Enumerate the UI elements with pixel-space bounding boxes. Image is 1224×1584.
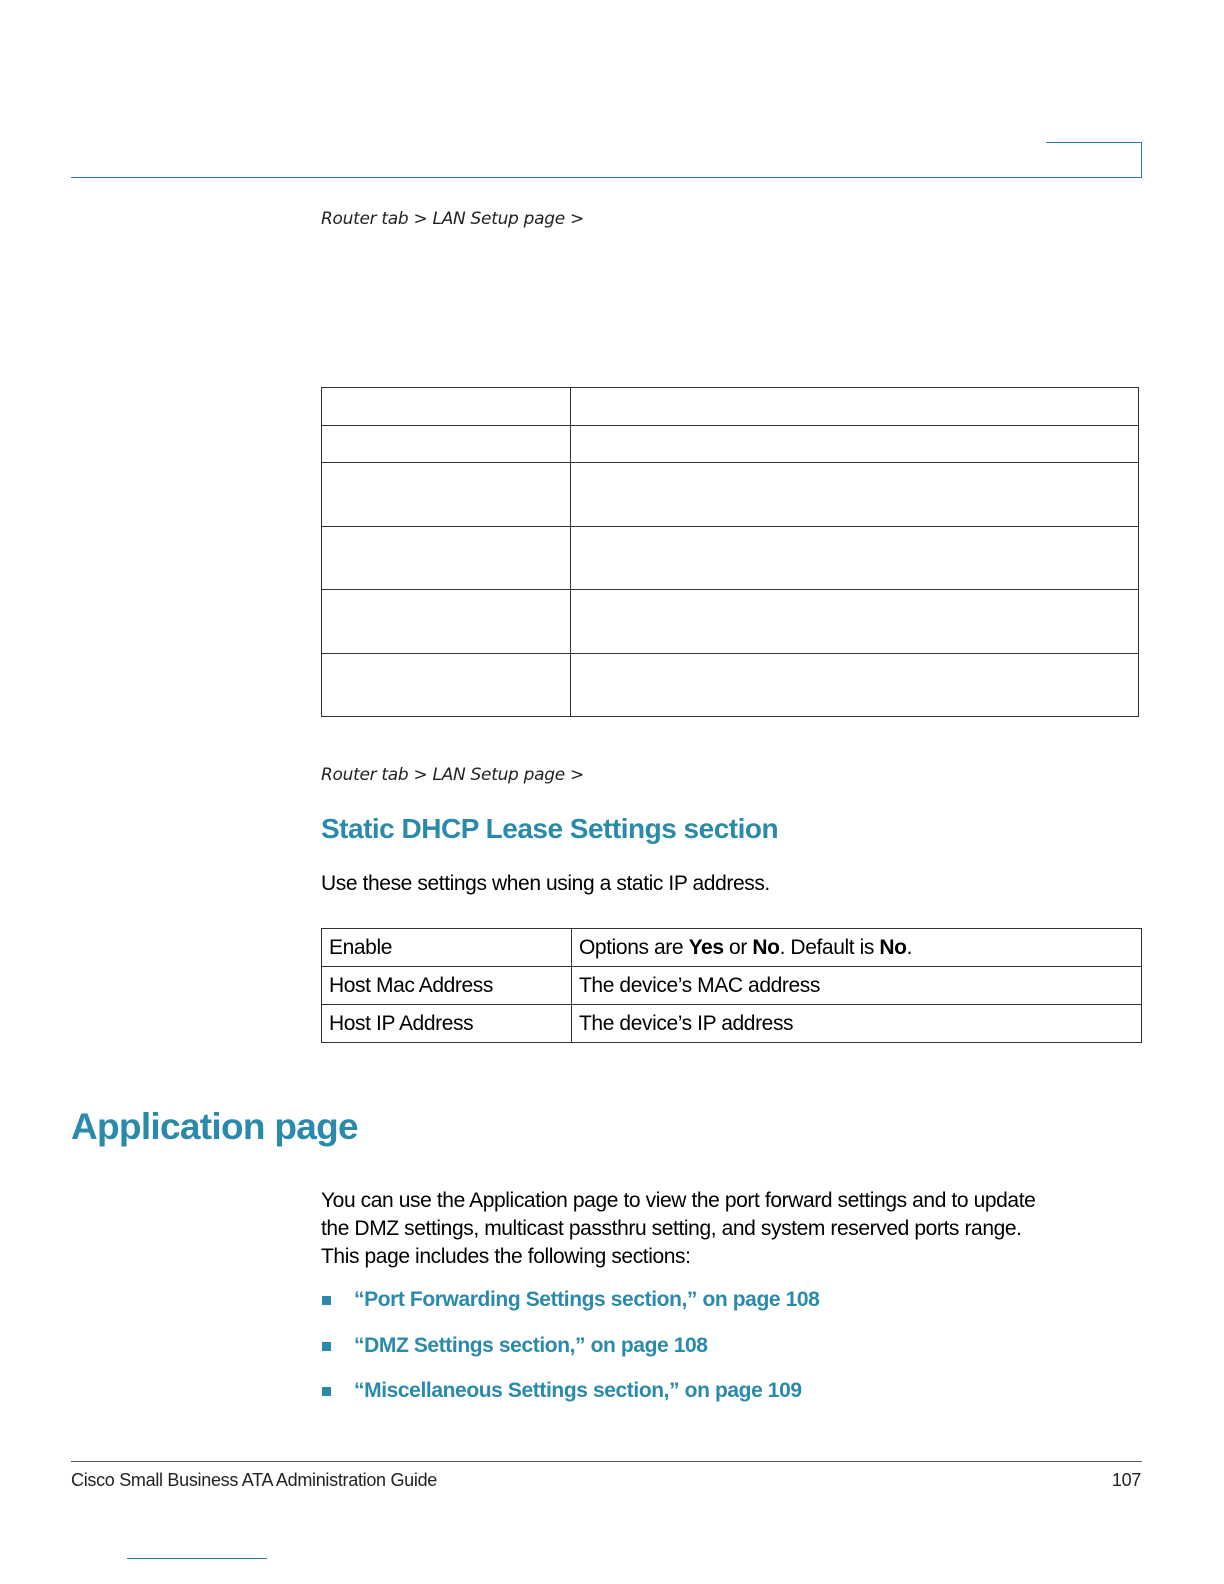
list-item: [322, 1334, 708, 1358]
upper-table: [321, 387, 1139, 717]
bullet-square-icon: [322, 1342, 331, 1351]
table-cell: [571, 654, 1139, 717]
table-row: [322, 527, 1139, 590]
table-row: [322, 426, 1139, 463]
section-heading: Static DHCP Lease Settings section: [321, 813, 779, 844]
breadcrumb-2: Router tab > LAN Setup page >: [321, 765, 584, 785]
page-heading: Application page: [71, 1106, 358, 1147]
footer-title: Cisco Small Business ATA Administration Guide: [71, 1470, 437, 1490]
table-row: [322, 388, 1139, 426]
table-cell: [322, 527, 571, 590]
table-cell: [322, 654, 571, 717]
table-cell: [322, 388, 571, 426]
application-intro: [321, 1187, 1151, 1271]
table-cell: [571, 463, 1139, 527]
dmz-settings-link[interactable]: “DMZ Settings section,” on page 108: [354, 1334, 708, 1357]
miscellaneous-settings-link[interactable]: “Miscellaneous Settings section,” on page 109: [354, 1379, 802, 1402]
port-forwarding-link[interactable]: “Port Forwarding Settings section,” on page 108: [354, 1288, 820, 1311]
footer-underline: [127, 1558, 267, 1559]
intro-line: the DMZ settings, multicast passthru setting, and system reserved ports range.: [321, 1217, 1022, 1240]
table-row: [322, 654, 1139, 717]
table-row: [322, 1005, 1142, 1043]
field-name: Host Mac Address: [322, 967, 572, 1005]
table-row: [322, 967, 1142, 1005]
table-row: [322, 590, 1139, 654]
breadcrumb: Router tab > LAN Setup page >: [321, 209, 584, 229]
static-dhcp-table: [321, 928, 1142, 1043]
list-item: [322, 1379, 802, 1403]
footer-rule: [71, 1461, 1142, 1462]
table-cell: [322, 426, 571, 463]
table-row: [322, 463, 1139, 527]
table-cell: [571, 388, 1139, 426]
list-item: [322, 1288, 819, 1312]
header-tab-box: [1046, 142, 1142, 178]
section-intro: Use these settings when using a static IP address.: [321, 872, 770, 895]
bullet-square-icon: [322, 1296, 331, 1305]
field-name: Enable: [322, 929, 572, 967]
table-cell: [571, 527, 1139, 590]
field-name: Host IP Address: [322, 1005, 572, 1043]
intro-line: This page includes the following sections:: [321, 1245, 691, 1268]
intro-line: You can use the Application page to view the port forward settings and to update: [321, 1189, 1036, 1212]
bullet-square-icon: [322, 1387, 331, 1396]
header-rule: [71, 177, 1142, 178]
table-cell: [571, 426, 1139, 463]
table-cell: [322, 590, 571, 654]
table-cell: [322, 463, 571, 527]
table-row: [322, 929, 1142, 967]
field-description: Options are Yes or No. Default is No.: [572, 929, 1142, 967]
field-description: The device’s IP address: [572, 1005, 1142, 1043]
field-description: The device’s MAC address: [572, 967, 1142, 1005]
table-cell: [571, 590, 1139, 654]
page-number: 107: [1111, 1470, 1141, 1490]
